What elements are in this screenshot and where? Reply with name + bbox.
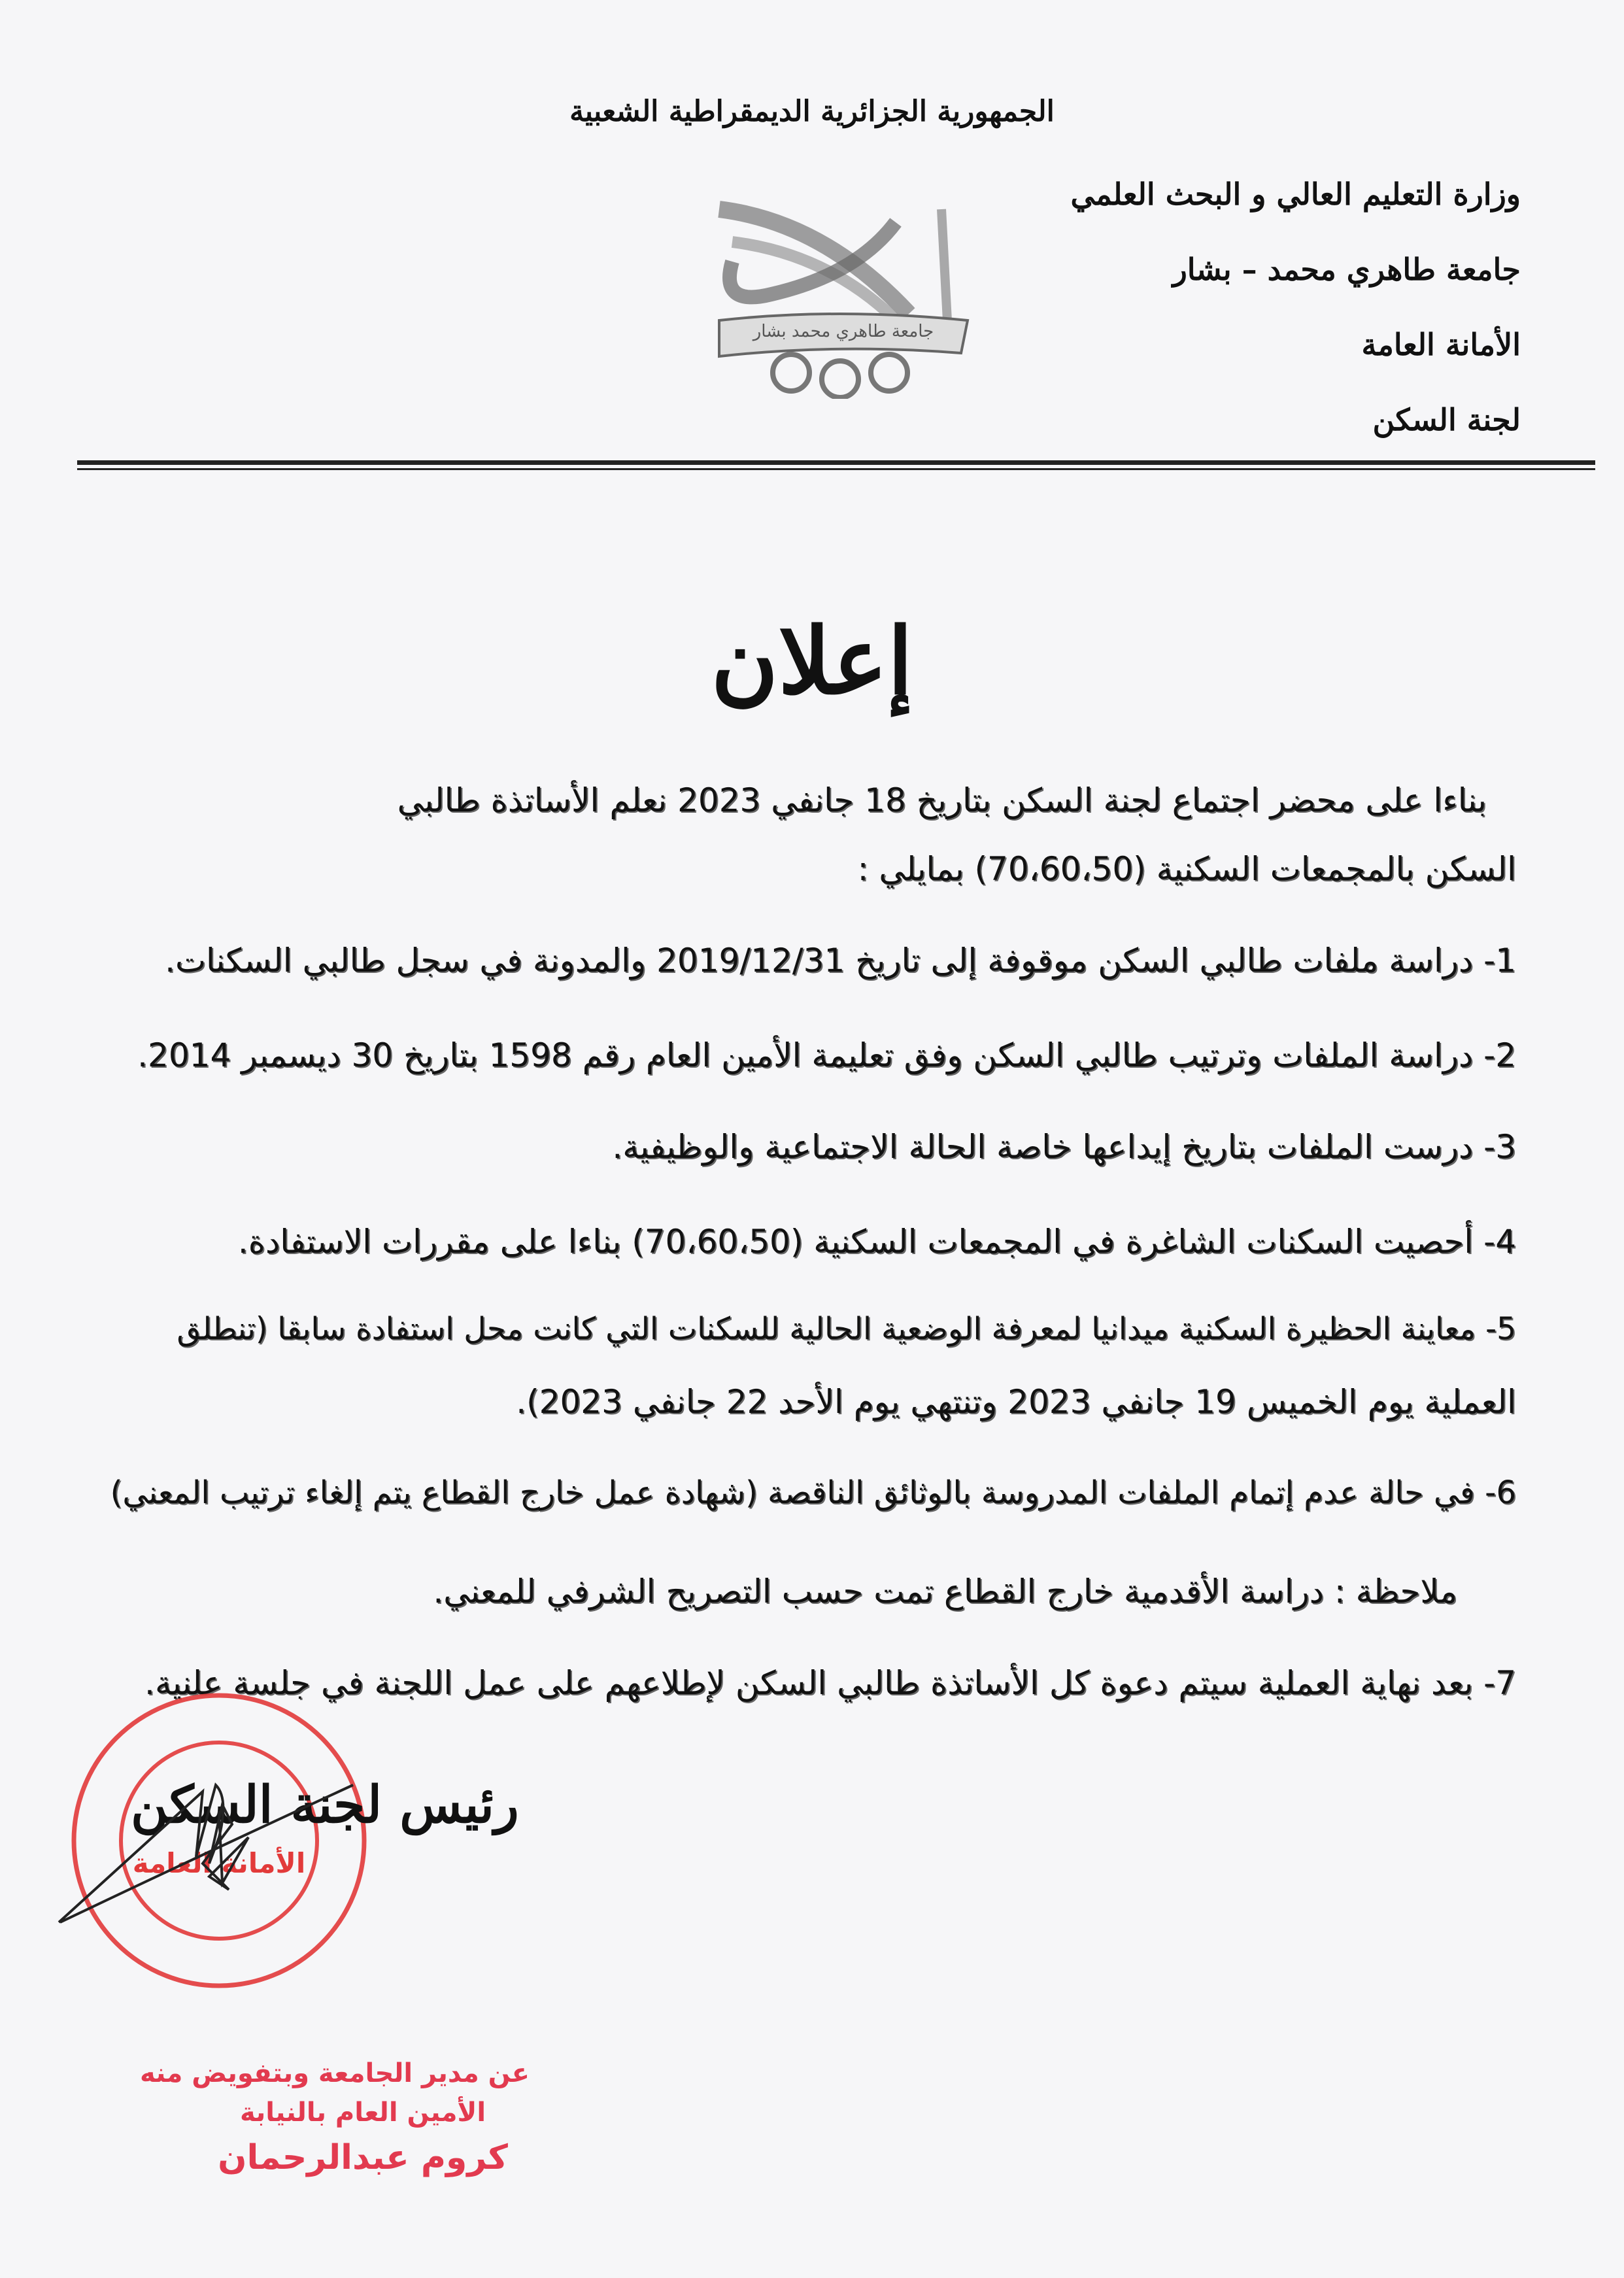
intro-line-1: بناءا على محضر اجتماع لجنة السكن بتاريخ 18 جانفي 2023 نعلم الأساتذة طالبي: [397, 781, 1487, 819]
stamp-inner-text: الأمانة العامة: [132, 1847, 306, 1879]
secretariat-name: الأمانة العامة: [1361, 327, 1521, 362]
note-line: ملاحظة : دراسة الأقدمية خارج القطاع تمت حسب التصريح الشرفي للمعني.: [433, 1572, 1457, 1610]
delegation-line-1: عن مدير الجامعة وبتفويض منه: [140, 2058, 530, 2088]
intro-line-2: السكن بالمجمعات السكنية (70،60،50) بمايلي :: [857, 850, 1516, 888]
list-item-1: 1- دراسة ملفات طالبي السكن موقوفة إلى تاريخ 2019/12/31 والمدونة في سجل طالبي السكنات.: [165, 942, 1516, 979]
republic-heading: الجمهورية الجزائرية الديمقراطية الشعبية: [569, 95, 1055, 128]
delegation-line-2: الأمين العام بالنيابة: [239, 2098, 486, 2128]
page-title: إعلان: [711, 608, 913, 715]
delegation-name: كروم عبدالرحمان: [218, 2138, 508, 2177]
list-item-3: 3- درست الملفات بتاريخ إيداعها خاصة الحالة الاجتماعية والوظيفية.: [612, 1128, 1516, 1166]
list-item-7: 7- بعد نهاية العملية سيتم دعوة كل الأساتذة طالبي السكن لإطلاعهم على عمل اللجنة في جلسة علنية.: [144, 1664, 1516, 1702]
list-item-5-continued: العملية يوم الخميس 19 جانفي 2023 وتنتهي يوم الأحد 22 جانفي 2023).: [516, 1383, 1516, 1421]
list-item-6: 6- في حالة عدم إتمام الملفات المدروسة بالوثائق الناقصة (شهادة عمل خارج القطاع يتم إلغاء ترتيب المعني): [110, 1474, 1516, 1511]
logo-caption: جامعة طاهري محمد بشار: [753, 322, 934, 341]
list-item-5: 5- معاينة الحظيرة السكنية ميدانيا لمعرفة الوضعية الحالية للسكنات التي كانت محل استفادة سابقا (تنطلق: [177, 1311, 1516, 1347]
list-item-4: 4- أحصيت السكنات الشاغرة في المجمعات السكنية (70،60،50) بناءا على مقررات الاستفادة.: [237, 1223, 1516, 1261]
header-divider-thin: [77, 468, 1595, 470]
university-logo: [693, 183, 987, 399]
logo-emblem-icon: [693, 183, 987, 399]
list-item-2: 2- دراسة الملفات وترتيب طالبي السكن وفق تعليمة الأمين العام رقم 1598 بتاريخ 30 ديسمبر 2014.: [137, 1036, 1516, 1074]
ministry-name: وزارة التعليم العالي و البحث العلمي: [1070, 177, 1521, 212]
header-divider: [77, 460, 1595, 465]
committee-name: لجنة السكن: [1372, 402, 1521, 437]
signatory-title: رئيس لجنة السكن: [131, 1775, 519, 1835]
university-name: جامعة طاهري محمد – بشار: [1172, 252, 1521, 287]
